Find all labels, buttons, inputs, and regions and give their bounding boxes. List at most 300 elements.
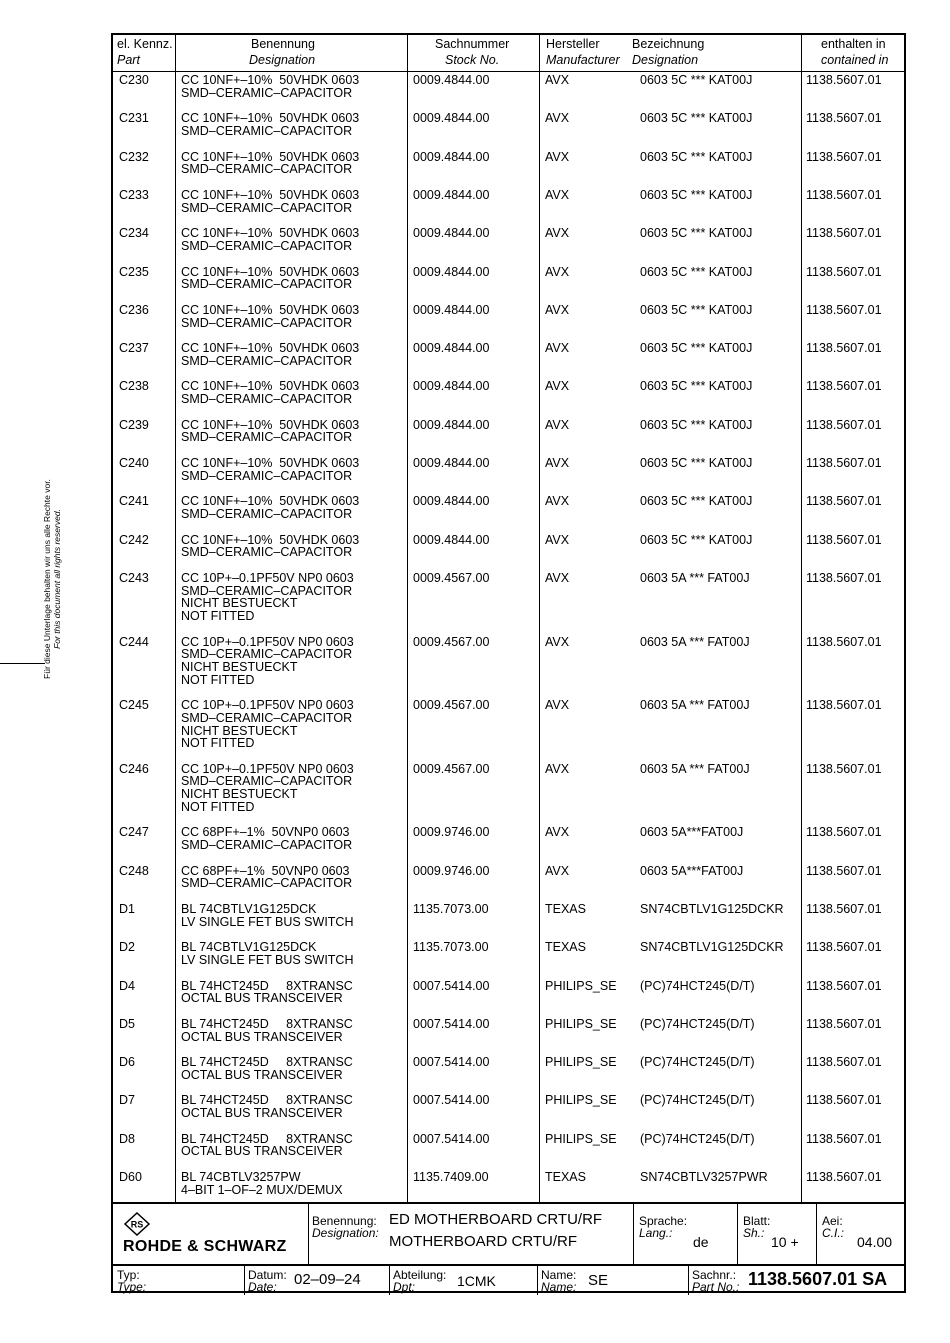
contained-in: 1138.5607.01 xyxy=(806,379,882,394)
header-mfr-designation-en: Designation xyxy=(632,53,699,67)
table-row xyxy=(113,977,904,1015)
mfr-designation: 0603 5C *** KAT00J xyxy=(640,73,753,87)
description-line: OCTAL BUS TRANSCEIVER xyxy=(181,1144,343,1159)
table-row xyxy=(113,1053,904,1091)
designation-value: MOTHERBOARD CRTU/RF xyxy=(389,1233,578,1250)
blatt-label xyxy=(743,1215,770,1239)
description-line: SMD–CERAMIC–CAPACITOR xyxy=(181,876,353,891)
description-line: SMD–CERAMIC–CAPACITOR xyxy=(181,774,353,789)
contained-in: 1138.5607.01 xyxy=(806,570,882,585)
manufacturer: AVX xyxy=(545,149,570,164)
part-description xyxy=(181,826,352,852)
table-header xyxy=(113,35,904,72)
part-description xyxy=(181,1171,343,1197)
mfr-designation: 0603 5C *** KAT00J xyxy=(640,532,753,547)
description-line: OCTAL BUS TRANSCEIVER xyxy=(181,1067,343,1082)
rights-note-de: Für diese Unterlage behalten wir uns alle Rechte vor. xyxy=(42,479,52,679)
description-line: CC 10NF+–10% 50VHDK 0603 xyxy=(181,456,360,470)
description-line: NOT FITTED xyxy=(181,609,255,624)
table-row xyxy=(113,71,904,109)
header-stock xyxy=(435,36,509,68)
stock-number: 0009.4844.00 xyxy=(413,264,490,279)
lang-value: de xyxy=(693,1234,709,1250)
mfr-designation: 0603 5C *** KAT00J xyxy=(640,187,753,202)
contained-in: 1138.5607.01 xyxy=(806,226,882,241)
part-ref: C239 xyxy=(119,417,149,432)
benennung-label-de: Benennung: xyxy=(312,1214,377,1228)
part-ref: C244 xyxy=(119,634,149,649)
part-ref: C231 xyxy=(119,111,149,126)
header-mfr-designation xyxy=(632,36,704,68)
description-line: BL 74HCT245D 8XTRANSC xyxy=(181,1055,353,1070)
typ-label-de: Typ: xyxy=(117,1268,140,1282)
description-line: SMD–CERAMIC–CAPACITOR xyxy=(181,162,353,177)
mfr-designation: SN74CBTLV3257PWR xyxy=(640,1170,768,1184)
description-line: 4–BIT 1–OF–2 MUX/DEMUX xyxy=(181,1182,343,1197)
description-line: SMD–CERAMIC–CAPACITOR xyxy=(181,507,353,522)
mfr-designation: 0603 5C *** KAT00J xyxy=(640,226,753,241)
stock-number: 0007.5414.00 xyxy=(413,978,490,993)
table-row xyxy=(113,416,904,454)
contained-in: 1138.5607.01 xyxy=(806,761,882,776)
part-description xyxy=(181,636,354,687)
name-label xyxy=(541,1269,576,1293)
description-line: SMD–CERAMIC–CAPACITOR xyxy=(181,124,353,139)
mfr-designation: 0603 5C *** KAT00J xyxy=(640,456,753,470)
mfr-designation: SN74CBTLV1G125DCKR xyxy=(640,940,784,955)
mfr-designation: 0603 5A *** FAT00J xyxy=(640,698,750,713)
stock-number: 0009.4567.00 xyxy=(413,698,490,713)
description-line: CC 10P+–0.1PF50V NP0 0603 xyxy=(181,570,354,585)
part-ref: D2 xyxy=(119,940,135,955)
manufacturer: AVX xyxy=(545,634,570,649)
description-line: SMD–CERAMIC–CAPACITOR xyxy=(181,315,353,330)
contained-in: 1138.5607.01 xyxy=(806,940,882,955)
contained-in: 1138.5607.01 xyxy=(806,1093,882,1108)
description-line: SMD–CERAMIC–CAPACITOR xyxy=(181,647,353,662)
table-row xyxy=(113,224,904,262)
table-row xyxy=(113,569,904,633)
sheet-value: 10 + xyxy=(771,1234,799,1250)
contained-in: 1138.5607.01 xyxy=(806,532,882,547)
part-ref: D4 xyxy=(119,978,135,993)
contained-in: 1138.5607.01 xyxy=(806,73,882,87)
description-line: CC 10P+–0.1PF50V NP0 0603 xyxy=(181,761,354,776)
contained-in: 1138.5607.01 xyxy=(806,456,882,470)
stock-number: 0009.4844.00 xyxy=(413,187,490,202)
stock-number: 0009.4844.00 xyxy=(413,149,490,164)
table-row xyxy=(113,263,904,301)
contained-in: 1138.5607.01 xyxy=(806,187,882,202)
contained-in: 1138.5607.01 xyxy=(806,1170,882,1184)
stock-number: 0009.4567.00 xyxy=(413,634,490,649)
part-ref: C243 xyxy=(119,570,149,585)
description-line: NICHT BESTUECKT xyxy=(181,723,298,738)
mfr-designation: 0603 5C *** KAT00J xyxy=(640,149,753,164)
col-rule xyxy=(816,1204,817,1264)
part-description xyxy=(181,699,354,750)
manufacturer: TEXAS xyxy=(545,1170,586,1184)
description-line: CC 10NF+–10% 50VHDK 0603 xyxy=(181,73,360,87)
header-part-en: Part xyxy=(117,53,140,67)
part-ref: D7 xyxy=(119,1093,135,1108)
manufacturer: AVX xyxy=(545,111,570,126)
name-label-de: Name: xyxy=(541,1268,577,1282)
table-row xyxy=(113,938,904,976)
description-line: OCTAL BUS TRANSCEIVER xyxy=(181,1029,343,1044)
date-value: 02–09–24 xyxy=(294,1271,361,1288)
title-block-top xyxy=(113,1204,904,1266)
description-line: CC 10NF+–10% 50VHDK 0603 xyxy=(181,302,360,317)
table-row xyxy=(113,823,904,861)
manufacturer: AVX xyxy=(545,532,570,547)
description-line: CC 10NF+–10% 50VHDK 0603 xyxy=(181,187,360,202)
mfr-designation: 0603 5C *** KAT00J xyxy=(640,417,753,432)
sprache-label-de: Sprache: xyxy=(639,1214,688,1228)
manufacturer: TEXAS xyxy=(545,940,586,955)
table-row xyxy=(113,377,904,415)
contained-in: 1138.5607.01 xyxy=(806,863,882,878)
svg-text:RS: RS xyxy=(130,1219,144,1230)
part-ref: D8 xyxy=(119,1131,135,1146)
table-row xyxy=(113,339,904,377)
description-line: SMD–CERAMIC–CAPACITOR xyxy=(181,200,353,215)
description-line: CC 10NF+–10% 50VHDK 0603 xyxy=(181,341,360,356)
description-line: CC 10NF+–10% 50VHDK 0603 xyxy=(181,264,360,279)
part-ref: C235 xyxy=(119,264,149,279)
description-line: NICHT BESTUECKT xyxy=(181,596,298,611)
table-row xyxy=(113,760,904,824)
table-row xyxy=(113,1015,904,1053)
table-row xyxy=(113,1130,904,1168)
description-line: CC 68PF+–1% 50VNP0 0603 xyxy=(181,863,350,878)
description-line: BL 74HCT245D 8XTRANSC xyxy=(181,978,353,993)
mfr-designation: 0603 5C *** KAT00J xyxy=(640,341,753,356)
part-ref: D5 xyxy=(119,1016,135,1031)
description-line: SMD–CERAMIC–CAPACITOR xyxy=(181,277,353,292)
name-value: SE xyxy=(588,1272,609,1289)
col-rule xyxy=(633,1204,634,1264)
stock-number: 0009.4844.00 xyxy=(413,73,490,87)
description-line: SMD–CERAMIC–CAPACITOR xyxy=(181,353,353,368)
stock-number: 0009.4844.00 xyxy=(413,379,490,394)
stock-number: 0009.9746.00 xyxy=(413,825,490,840)
mfr-designation: (PC)74HCT245(D/T) xyxy=(640,1093,755,1108)
sachnr-label-de: Sachnr.: xyxy=(692,1268,737,1282)
part-ref: C241 xyxy=(119,494,149,509)
header-designation-de: Benennung xyxy=(251,37,315,51)
company-name: ROHDE & SCHWARZ xyxy=(123,1238,287,1255)
stock-number: 0009.4844.00 xyxy=(413,302,490,317)
part-ref: D1 xyxy=(119,901,135,916)
benennung-value: ED MOTHERBOARD CRTU/RF xyxy=(389,1211,603,1228)
stock-number: 0009.4844.00 xyxy=(413,456,490,470)
description-line: BL 74HCT245D 8XTRANSC xyxy=(181,1131,353,1146)
dpt-value: 1CMK xyxy=(457,1273,496,1289)
table-row xyxy=(113,109,904,147)
manufacturer: TEXAS xyxy=(545,901,586,916)
mfr-designation: 0603 5A *** FAT00J xyxy=(640,634,750,649)
mfr-designation: 0603 5C *** KAT00J xyxy=(640,302,753,317)
part-description xyxy=(181,419,359,445)
stock-number: 0007.5414.00 xyxy=(413,1055,490,1070)
description-line: OCTAL BUS TRANSCEIVER xyxy=(181,991,343,1006)
stock-number: 1135.7073.00 xyxy=(413,940,489,955)
datum-label-de: Datum: xyxy=(248,1268,287,1282)
manufacturer: AVX xyxy=(545,863,570,878)
mfr-designation: SN74CBTLV1G125DCKR xyxy=(640,901,784,916)
mfr-designation: (PC)74HCT245(D/T) xyxy=(640,978,755,993)
mfr-designation: (PC)74HCT245(D/T) xyxy=(640,1016,755,1031)
margin-tick xyxy=(0,663,45,664)
description-line: CC 68PF+–1% 50VNP0 0603 xyxy=(181,825,350,840)
description-line: LV SINGLE FET BUS SWITCH xyxy=(181,952,354,967)
description-line: CC 10NF+–10% 50VHDK 0603 xyxy=(181,494,360,509)
description-line: SMD–CERAMIC–CAPACITOR xyxy=(181,710,353,725)
mfr-designation: 0603 5A***FAT00J xyxy=(640,825,744,840)
sprache-label xyxy=(639,1215,687,1239)
part-description xyxy=(181,1018,353,1044)
manufacturer: AVX xyxy=(545,494,570,509)
table-row xyxy=(113,186,904,224)
description-line: SMD–CERAMIC–CAPACITOR xyxy=(181,85,353,100)
description-line: BL 74HCT245D 8XTRANSC xyxy=(181,1093,353,1108)
aei-label xyxy=(822,1215,844,1239)
manufacturer: AVX xyxy=(545,825,570,840)
manufacturer: AVX xyxy=(545,456,570,470)
part-ref: C242 xyxy=(119,532,149,547)
part-description xyxy=(181,865,352,891)
part-description xyxy=(181,342,359,368)
name-label-en: Name: xyxy=(541,1280,577,1294)
header-manufacturer-de: Hersteller xyxy=(546,37,600,51)
stock-number: 0009.4844.00 xyxy=(413,532,490,547)
manufacturer: AVX xyxy=(545,341,570,356)
partno-label-en: Part No.: xyxy=(692,1280,740,1294)
part-ref: D6 xyxy=(119,1055,135,1070)
header-contained xyxy=(821,36,888,68)
part-description xyxy=(181,763,354,814)
part-ref: C234 xyxy=(119,226,149,241)
contained-in: 1138.5607.01 xyxy=(806,494,882,509)
part-description xyxy=(181,227,359,253)
header-designation-en: Designation xyxy=(249,53,316,67)
header-part-de: el. Kennz. xyxy=(117,37,173,51)
header-contained-de: enthalten in xyxy=(821,37,886,51)
part-description xyxy=(181,189,359,215)
part-description xyxy=(181,112,359,138)
mfr-designation: 0603 5C *** KAT00J xyxy=(640,379,753,394)
rs-diamond-icon xyxy=(123,1212,151,1236)
title-block-bottom xyxy=(113,1264,904,1295)
contained-in: 1138.5607.01 xyxy=(806,149,882,164)
table-row xyxy=(113,1168,904,1206)
table-row xyxy=(113,301,904,339)
title-block xyxy=(113,1202,904,1295)
company-logo xyxy=(119,1214,309,1254)
stock-number: 0009.4844.00 xyxy=(413,417,490,432)
description-line: CC 10NF+–10% 50VHDK 0603 xyxy=(181,379,360,394)
description-line: CC 10NF+–10% 50VHDK 0603 xyxy=(181,532,360,547)
part-description xyxy=(181,941,354,967)
description-line: CC 10NF+–10% 50VHDK 0603 xyxy=(181,226,360,241)
description-line: SMD–CERAMIC–CAPACITOR xyxy=(181,468,353,483)
contained-in: 1138.5607.01 xyxy=(806,901,882,916)
dpt-label-en: Dpt: xyxy=(393,1280,416,1294)
parts-table-body xyxy=(113,71,904,1202)
part-description xyxy=(181,380,359,406)
part-description xyxy=(181,74,359,100)
manufacturer: PHILIPS_SE xyxy=(545,1016,617,1031)
stock-number: 0009.4844.00 xyxy=(413,341,490,356)
abteilung-label-de: Abteilung: xyxy=(393,1268,447,1282)
manufacturer: PHILIPS_SE xyxy=(545,1093,617,1108)
part-ref: C233 xyxy=(119,187,149,202)
part-description xyxy=(181,304,359,330)
mfr-designation: 0603 5A***FAT00J xyxy=(640,863,744,878)
rights-note-en: For this document all rights reserved. xyxy=(52,509,62,649)
contained-in: 1138.5607.01 xyxy=(806,978,882,993)
col-rule xyxy=(688,1264,689,1295)
description-line: BL 74CBTLV1G125DCK xyxy=(181,940,317,955)
mfr-designation: 0603 5C *** KAT00J xyxy=(640,264,753,279)
part-ref: C238 xyxy=(119,379,149,394)
stock-number: 0009.4567.00 xyxy=(413,761,490,776)
description-line: BL 74CBTLV1G125DCK xyxy=(181,901,317,916)
designation-label-en: Designation: xyxy=(312,1226,379,1240)
header-manufacturer xyxy=(546,36,620,68)
description-line: SMD–CERAMIC–CAPACITOR xyxy=(181,838,353,853)
ci-value: 04.00 xyxy=(857,1234,893,1250)
description-line: CC 10NF+–10% 50VHDK 0603 xyxy=(181,149,360,164)
sachnr-label xyxy=(692,1269,739,1293)
stock-number: 0007.5414.00 xyxy=(413,1131,490,1146)
manufacturer: AVX xyxy=(545,417,570,432)
contained-in: 1138.5607.01 xyxy=(806,634,882,649)
description-line: SMD–CERAMIC–CAPACITOR xyxy=(181,430,353,445)
contained-in: 1138.5607.01 xyxy=(806,302,882,317)
mfr-designation: 0603 5C *** KAT00J xyxy=(640,494,753,509)
part-description xyxy=(181,903,354,929)
table-row xyxy=(113,696,904,760)
part-description xyxy=(181,495,359,521)
header-manufacturer-en: Manufacturer xyxy=(546,53,620,67)
part-ref: C248 xyxy=(119,863,149,878)
part-description xyxy=(181,1056,353,1082)
stock-number: 0009.4567.00 xyxy=(413,570,490,585)
description-line: OCTAL BUS TRANSCEIVER xyxy=(181,1106,343,1121)
mfr-designation: (PC)74HCT245(D/T) xyxy=(640,1131,755,1146)
description-line: NOT FITTED xyxy=(181,736,255,751)
stock-number: 1135.7409.00 xyxy=(413,1170,489,1184)
header-contained-en: contained in xyxy=(821,53,889,67)
stock-number: 1135.7073.00 xyxy=(413,901,489,916)
type-label-en: Type: xyxy=(117,1280,147,1294)
description-line: NOT FITTED xyxy=(181,672,255,687)
part-ref: C230 xyxy=(119,73,149,87)
part-description xyxy=(181,534,359,560)
description-line: LV SINGLE FET BUS SWITCH xyxy=(181,914,354,929)
aei-label-de: Aei: xyxy=(822,1214,843,1228)
stock-number: 0007.5414.00 xyxy=(413,1093,490,1108)
part-ref: C246 xyxy=(119,761,149,776)
table-row xyxy=(113,633,904,697)
parts-list-sheet xyxy=(111,33,906,1293)
col-rule xyxy=(389,1264,390,1295)
part-ref: C247 xyxy=(119,825,149,840)
table-row xyxy=(113,900,904,938)
contained-in: 1138.5607.01 xyxy=(806,417,882,432)
part-ref: D60 xyxy=(119,1170,142,1184)
col-rule xyxy=(737,1204,738,1264)
header-stock-en: Stock No. xyxy=(445,53,500,67)
manufacturer: AVX xyxy=(545,264,570,279)
header-mfr-designation-de: Bezeichnung xyxy=(632,37,705,51)
table-row xyxy=(113,531,904,569)
description-line: CC 10P+–0.1PF50V NP0 0603 xyxy=(181,634,354,649)
stock-number: 0007.5414.00 xyxy=(413,1016,490,1031)
col-rule xyxy=(244,1264,245,1295)
manufacturer: AVX xyxy=(545,73,570,87)
part-description xyxy=(181,151,359,177)
contained-in: 1138.5607.01 xyxy=(806,1055,882,1070)
mfr-designation: 0603 5C *** KAT00J xyxy=(640,111,753,126)
part-description xyxy=(181,266,359,292)
part-ref: C245 xyxy=(119,698,149,713)
part-ref: C236 xyxy=(119,302,149,317)
sh-label-en: Sh.: xyxy=(743,1226,765,1240)
manufacturer: AVX xyxy=(545,761,570,776)
contained-in: 1138.5607.01 xyxy=(806,341,882,356)
description-line: NICHT BESTUECKT xyxy=(181,787,298,802)
table-row xyxy=(113,492,904,530)
table-row xyxy=(113,1091,904,1129)
date-label-en: Date: xyxy=(248,1280,277,1294)
ci-label-en: C.I.: xyxy=(822,1226,845,1240)
blatt-label-de: Blatt: xyxy=(743,1214,771,1228)
manufacturer: AVX xyxy=(545,379,570,394)
table-row xyxy=(113,454,904,492)
contained-in: 1138.5607.01 xyxy=(806,111,882,126)
part-description xyxy=(181,1094,353,1120)
mfr-designation: (PC)74HCT245(D/T) xyxy=(640,1055,755,1070)
abteilung-label xyxy=(393,1269,446,1293)
part-ref: C240 xyxy=(119,456,149,470)
manufacturer: AVX xyxy=(545,570,570,585)
description-line: BL 74CBTLV3257PW xyxy=(181,1170,301,1184)
stock-number: 0009.4844.00 xyxy=(413,494,490,509)
manufacturer: PHILIPS_SE xyxy=(545,1055,617,1070)
col-rule xyxy=(537,1264,538,1295)
manufacturer: AVX xyxy=(545,187,570,202)
part-number-value: 1138.5607.01 SA xyxy=(748,1269,888,1289)
description-line: NICHT BESTUECKT xyxy=(181,660,298,675)
description-line: SMD–CERAMIC–CAPACITOR xyxy=(181,583,353,598)
part-ref: C237 xyxy=(119,341,149,356)
manufacturer: AVX xyxy=(545,698,570,713)
stock-number: 0009.9746.00 xyxy=(413,863,490,878)
part-description xyxy=(181,457,359,483)
stock-number: 0009.4844.00 xyxy=(413,226,490,241)
manufacturer: PHILIPS_SE xyxy=(545,978,617,993)
mfr-designation: 0603 5A *** FAT00J xyxy=(640,761,750,776)
manufacturer: PHILIPS_SE xyxy=(545,1131,617,1146)
contained-in: 1138.5607.01 xyxy=(806,825,882,840)
description-line: CC 10NF+–10% 50VHDK 0603 xyxy=(181,417,360,432)
datum-label xyxy=(248,1269,287,1293)
description-line: BL 74HCT245D 8XTRANSC xyxy=(181,1016,353,1031)
manufacturer: AVX xyxy=(545,302,570,317)
